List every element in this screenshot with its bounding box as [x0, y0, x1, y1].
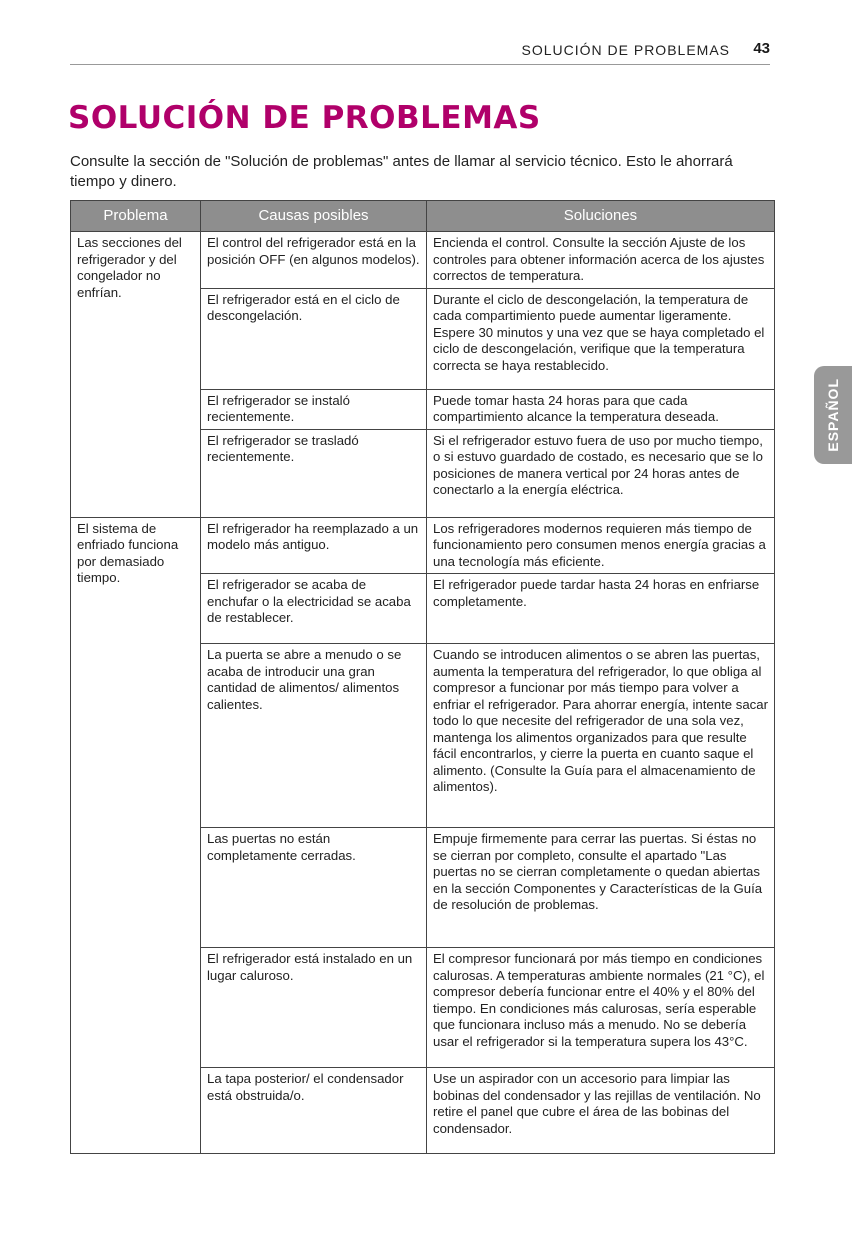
solution-cell: Si el refrigerador estuvo fuera de uso por mucho tiempo, o si estuvo guardado de costado, es necesario que se lo posiciones de manera vertical por 24 horas antes de conectarlo a la energía eléctrica. [427, 429, 775, 517]
table-row [71, 232, 775, 289]
cause-cell: El refrigerador se instaló recientemente. [201, 389, 427, 429]
solution-cell: Los refrigeradores modernos requieren más tiempo de funcionamiento pero consumen menos energía gracias a una tecnología más eficiente. [427, 517, 775, 574]
cause-cell: El refrigerador está en el ciclo de descongelación. [201, 288, 427, 389]
header-solutions: Soluciones [427, 201, 775, 232]
page-number: 43 [753, 40, 770, 57]
cause-cell: La tapa posterior/ el condensador está obstruida/o. [201, 1068, 427, 1154]
table-header-row [71, 201, 775, 232]
solution-cell: El refrigerador puede tardar hasta 24 horas en enfriarse completamente. [427, 574, 775, 644]
solution-cell: Encienda el control. Consulte la sección Ajuste de los controles para obtener información acerca de los ajustes correctos de temperatura. [427, 232, 775, 289]
header-problem: Problema [71, 201, 201, 232]
solution-cell: Cuando se introducen alimentos o se abren las puertas, aumenta la temperatura del refrigerador, lo que obliga al compresor a funcionar por más tiempo para volver a enfriar el refrigerador. Para ahorrar energía, intente sacar todo lo que necesite del refrigerador de una sola vez, mantenga los alimentos organizados para que resulte fácil encontrarlos, y cierre la puerta en cuanto saque el alimento. (Consulte la Guía para el almacenamiento de alimentos). [427, 644, 775, 828]
cause-cell: El control del refrigerador está en la posición OFF (en algunos modelos). [201, 232, 427, 289]
solution-cell: Puede tomar hasta 24 horas para que cada compartimiento alcance la temperatura deseada. [427, 389, 775, 429]
troubleshooting-table [70, 200, 775, 1154]
language-tab-label: ESPAÑOL [825, 378, 841, 452]
cause-cell: El refrigerador se acaba de enchufar o la electricidad se acaba de restablecer. [201, 574, 427, 644]
solution-cell: Use un aspirador con un accesorio para limpiar las bobinas del condensador y las rejillas de ventilación. No retire el panel que cubre el área de las bobinas del condensador. [427, 1068, 775, 1154]
cause-cell: Las puertas no están completamente cerradas. [201, 828, 427, 948]
cause-cell: La puerta se abre a menudo o se acaba de introducir una gran cantidad de alimentos/ alimentos calientes. [201, 644, 427, 828]
solution-cell: Durante el ciclo de descongelación, la temperatura de cada compartimiento puede aumentar ligeramente. Espere 30 minutos y una vez que se haya completado el ciclo de descongelación, verifique que la temperatura correcta se haya restablecido. [427, 288, 775, 389]
page-title: SOLUCIÓN DE PROBLEMAS [68, 100, 541, 136]
running-title: SOLUCIÓN DE PROBLEMAS [521, 42, 730, 58]
problem-cell: El sistema de enfriado funciona por demasiado tiempo. [71, 517, 201, 1154]
problem-cell: Las secciones del refrigerador y del congelador no enfrían. [71, 232, 201, 518]
cause-cell: El refrigerador ha reemplazado a un modelo más antiguo. [201, 517, 427, 574]
header-causes: Causas posibles [201, 201, 427, 232]
solution-cell: El compresor funcionará por más tiempo en condiciones calurosas. A temperaturas ambiente normales (21 °C), el compresor debería funcionar entre el 40% y el 80% del tiempo. En condiciones más calurosas, sería esperable que funcionara incluso más a menudo. No se debería usar el refrigerador si la temperatura supera los 43°C. [427, 948, 775, 1068]
running-header [70, 40, 770, 65]
language-tab [814, 366, 852, 464]
table-row [71, 517, 775, 574]
cause-cell: El refrigerador está instalado en un lugar caluroso. [201, 948, 427, 1068]
intro-paragraph: Consulte la sección de "Solución de problemas" antes de llamar al servicio técnico. Esto le ahorrará tiempo y dinero. [70, 153, 733, 190]
cause-cell: El refrigerador se trasladó recientemente. [201, 429, 427, 517]
solution-cell: Empuje firmemente para cerrar las puertas. Si éstas no se cierran por completo, consulte el apartado "Las puertas no se cierran completamente o quedan abiertas en la sección Componentes y Características de la Guía de resolución de problemas. [427, 828, 775, 948]
